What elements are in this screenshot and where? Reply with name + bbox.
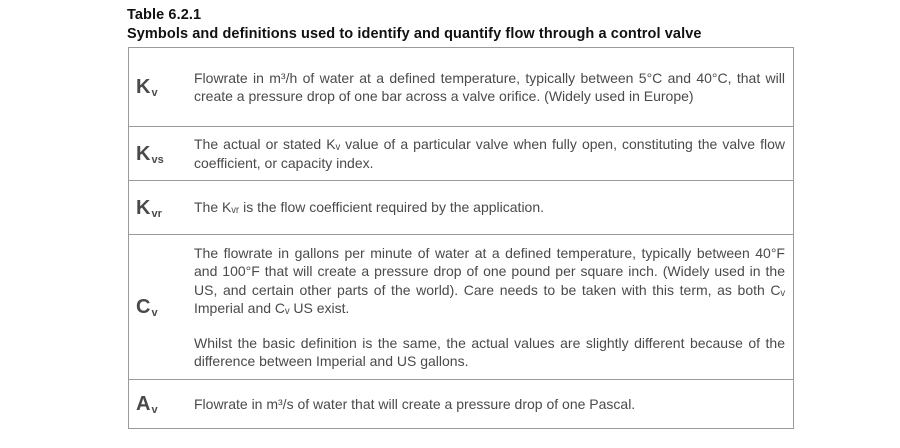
table-row-kv (129, 48, 793, 127)
symbol-base: A (136, 393, 151, 415)
symbol-subscript: vr (151, 207, 162, 220)
symbol-cell-kvs (129, 127, 194, 180)
definition-cell-kvs (194, 127, 793, 180)
symbol-cell-kvr (129, 181, 194, 234)
table-row-av (129, 380, 793, 428)
table-title-block (127, 6, 702, 43)
definition-cell-kvr (194, 181, 793, 234)
symbol-cell-cv (129, 235, 194, 379)
table-row-kvs (129, 127, 793, 181)
symbol-base: K (136, 196, 151, 219)
table-row-cv (129, 235, 793, 380)
symbol-base: K (136, 76, 151, 98)
symbol-subscript: vs (151, 153, 164, 166)
symbol-subscript: v (151, 307, 158, 319)
symbols-definitions-table (128, 47, 794, 429)
definition-cell-av (194, 380, 793, 428)
symbol-cell-kv (129, 48, 194, 126)
symbol-base: C (136, 296, 151, 318)
symbol-cell-av (129, 380, 194, 428)
table-caption: Symbols and definitions used to identify and quantify flow through a control valve (127, 25, 702, 42)
table-number: Table 6.2.1 (127, 7, 202, 23)
definition-paragraph: Flowrate in m³/s of water that will create a pressure drop of one Pascal. (194, 395, 636, 412)
definition-paragraph: The Kᵥᵣ is the flow coefficient required by the application. (194, 199, 545, 216)
definition-paragraph: Whilst the basic definition is the same, the actual values are slightly different because of the difference between Imperial and US gallons. (194, 334, 785, 369)
definition-cell-cv (194, 235, 793, 379)
symbol-subscript: v (151, 87, 158, 99)
definition-paragraph: The actual or stated Kᵥ value of a particular valve when fully open, constituting the valve flow coefficient, or capacity index. (194, 136, 785, 171)
table-row-kvr (129, 181, 793, 235)
symbol-base: K (136, 142, 151, 165)
definition-cell-kv (194, 48, 793, 126)
symbol-subscript: v (151, 404, 158, 416)
definition-paragraph: Flowrate in m³/h of water at a defined temperature, typically between 5°C and 40°C, that will create a pressure drop of one bar across a valve orifice. (Widely used in Europe) (194, 69, 785, 104)
definition-paragraph: The flowrate in gallons per minute of water at a defined temperature, typically between 40°F and 100°F that will create a pressure drop of one pound per square inch. (Widely used in the US, and certain other parts of the world). Care needs to be taken with this term, as both Cᵥ Imperial and Cᵥ US exist. (194, 244, 785, 316)
